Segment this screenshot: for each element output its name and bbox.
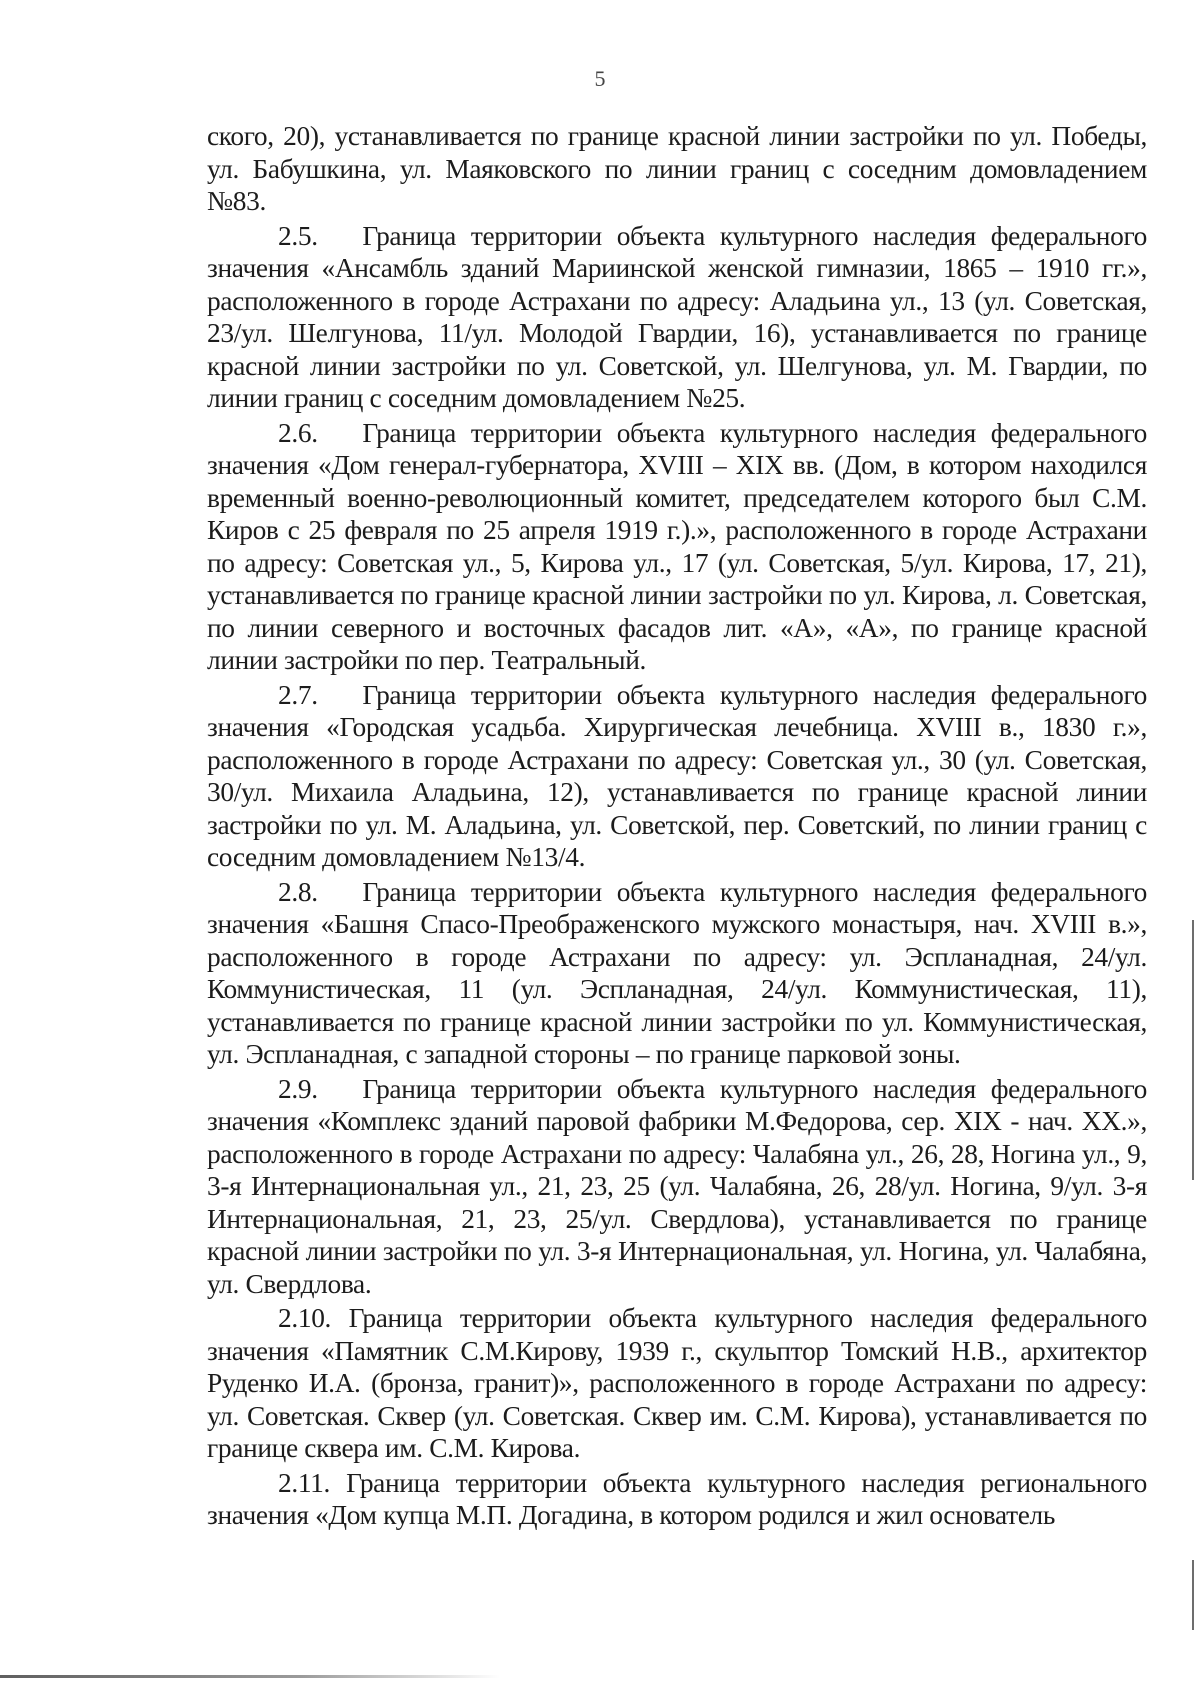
paragraph-2-11: 2.11. Граница территории объекта культурного наследия регионального значения «Дом купца М.П. Догадина, в котором родился и жил основатель — [207, 1467, 1147, 1530]
paragraph-2-6: 2.6. Граница территории объекта культурного наследия федерального значения «Дом генерал-губернатора, XVIII – XIX вв. (Дом, в котором находился временный военно-революционный комитет, председателем которого был С.М. Киров с 25 февраля по 25 апреля 1919 г.).», расположенного в городе Астрахани по адресу: Советская ул., 5, Кирова ул., 17 (ул. Советская, 5/ул. Кирова, 17, 21), устанавливается по границе красной линии застройки по ул. Кирова, л. Советская, по линии северного и восточных фасадов лит. «А», «А», по границе красной линии застройки по пер. Театральный. — [207, 417, 1147, 675]
scan-edge-mark — [0, 1675, 500, 1678]
scan-edge-mark — [1192, 920, 1194, 1180]
paragraph-2-10: 2.10. Граница территории объекта культурного наследия федерального значения «Памятник С.М.Кирову, 1939 г., скульптор Томский Н.В., архитектор Руденко И.А. (бронза, гранит)», расположенного в городе Астрахани по адресу: ул. Советская. Сквер (ул. Советская. Сквер им. С.М. Кирова), устанавливается по границе сквера им. С.М. Кирова. — [207, 1303, 1147, 1463]
paragraph-2-9: 2.9. Граница территории объекта культурного наследия федерального значения «Комплекс зданий паровой фабрики М.Федорова, сер. XIX - нач. XX.», расположенного в городе Астрахани по адресу: Чалабяна ул., 26, 28, Ногина ул., 9, 3-я Интернациональная ул., 21, 23, 25 (ул. Чалабяна, 26, 28/ул. Ногина, 9/ул. 3-я Интернациональная, 21, 23, 25/ул. Свердлова), устанавливается по границе красной линии застройки по ул. 3-я Интернациональная, ул. Ногина, ул. Чалабяна, ул. Свердлова. — [207, 1073, 1147, 1299]
paragraph-2-8: 2.8. Граница территории объекта культурного наследия федерального значения «Башня Спасо-Преображенского мужского монастыря, нач. XVIII в.», расположенного в городе Астрахани по адресу: ул. Эспланадная, 24/ул. Коммунистическая, 11 (ул. Эспланадная, 24/ул. Коммунистическая, 11), устанавливается по границе красной линии застройки по ул. Коммунистическая, ул. Эспланадная, с западной стороны – по границе парковой зоны. — [207, 876, 1147, 1069]
paragraph-2-5: 2.5. Граница территории объекта культурного наследия федерального значения «Ансамбль зданий Мариинской женской гимназии, 1865 – 1910 гг.», расположенного в городе Астрахани по адресу: Аладьина ул., 13 (ул. Советская, 23/ул. Шелгунова, 11/ул. Молодой Гвардии, 16), устанавливается по границе красной линии застройки по ул. Советской, ул. Шелгунова, ул. М. Гвардии, по линии границ с соседним домовладением №25. — [207, 220, 1147, 413]
paragraph-2-7: 2.7. Граница территории объекта культурного наследия федерального значения «Городская усадьба. Хирургическая лечебница. XVIII в., 1830 г.», расположенного в городе Астрахани по адресу: Советская ул., 30 (ул. Советская, 30/ул. Михаила Аладьина, 12), устанавливается по границе красной линии застройки по ул. М. Аладьина, ул. Советской, пер. Советский, по линии границ с соседним домовладением №13/4. — [207, 679, 1147, 872]
document-body — [207, 120, 1147, 1534]
scan-edge-mark — [1192, 1560, 1194, 1630]
paragraph-continuation: ского, 20), устанавливается по границе красной линии застройки по ул. Победы, ул. Бабушкина, ул. Маяковского по линии границ с соседним домовладением №83. — [207, 121, 1147, 216]
page-number: 5 — [594, 66, 606, 91]
